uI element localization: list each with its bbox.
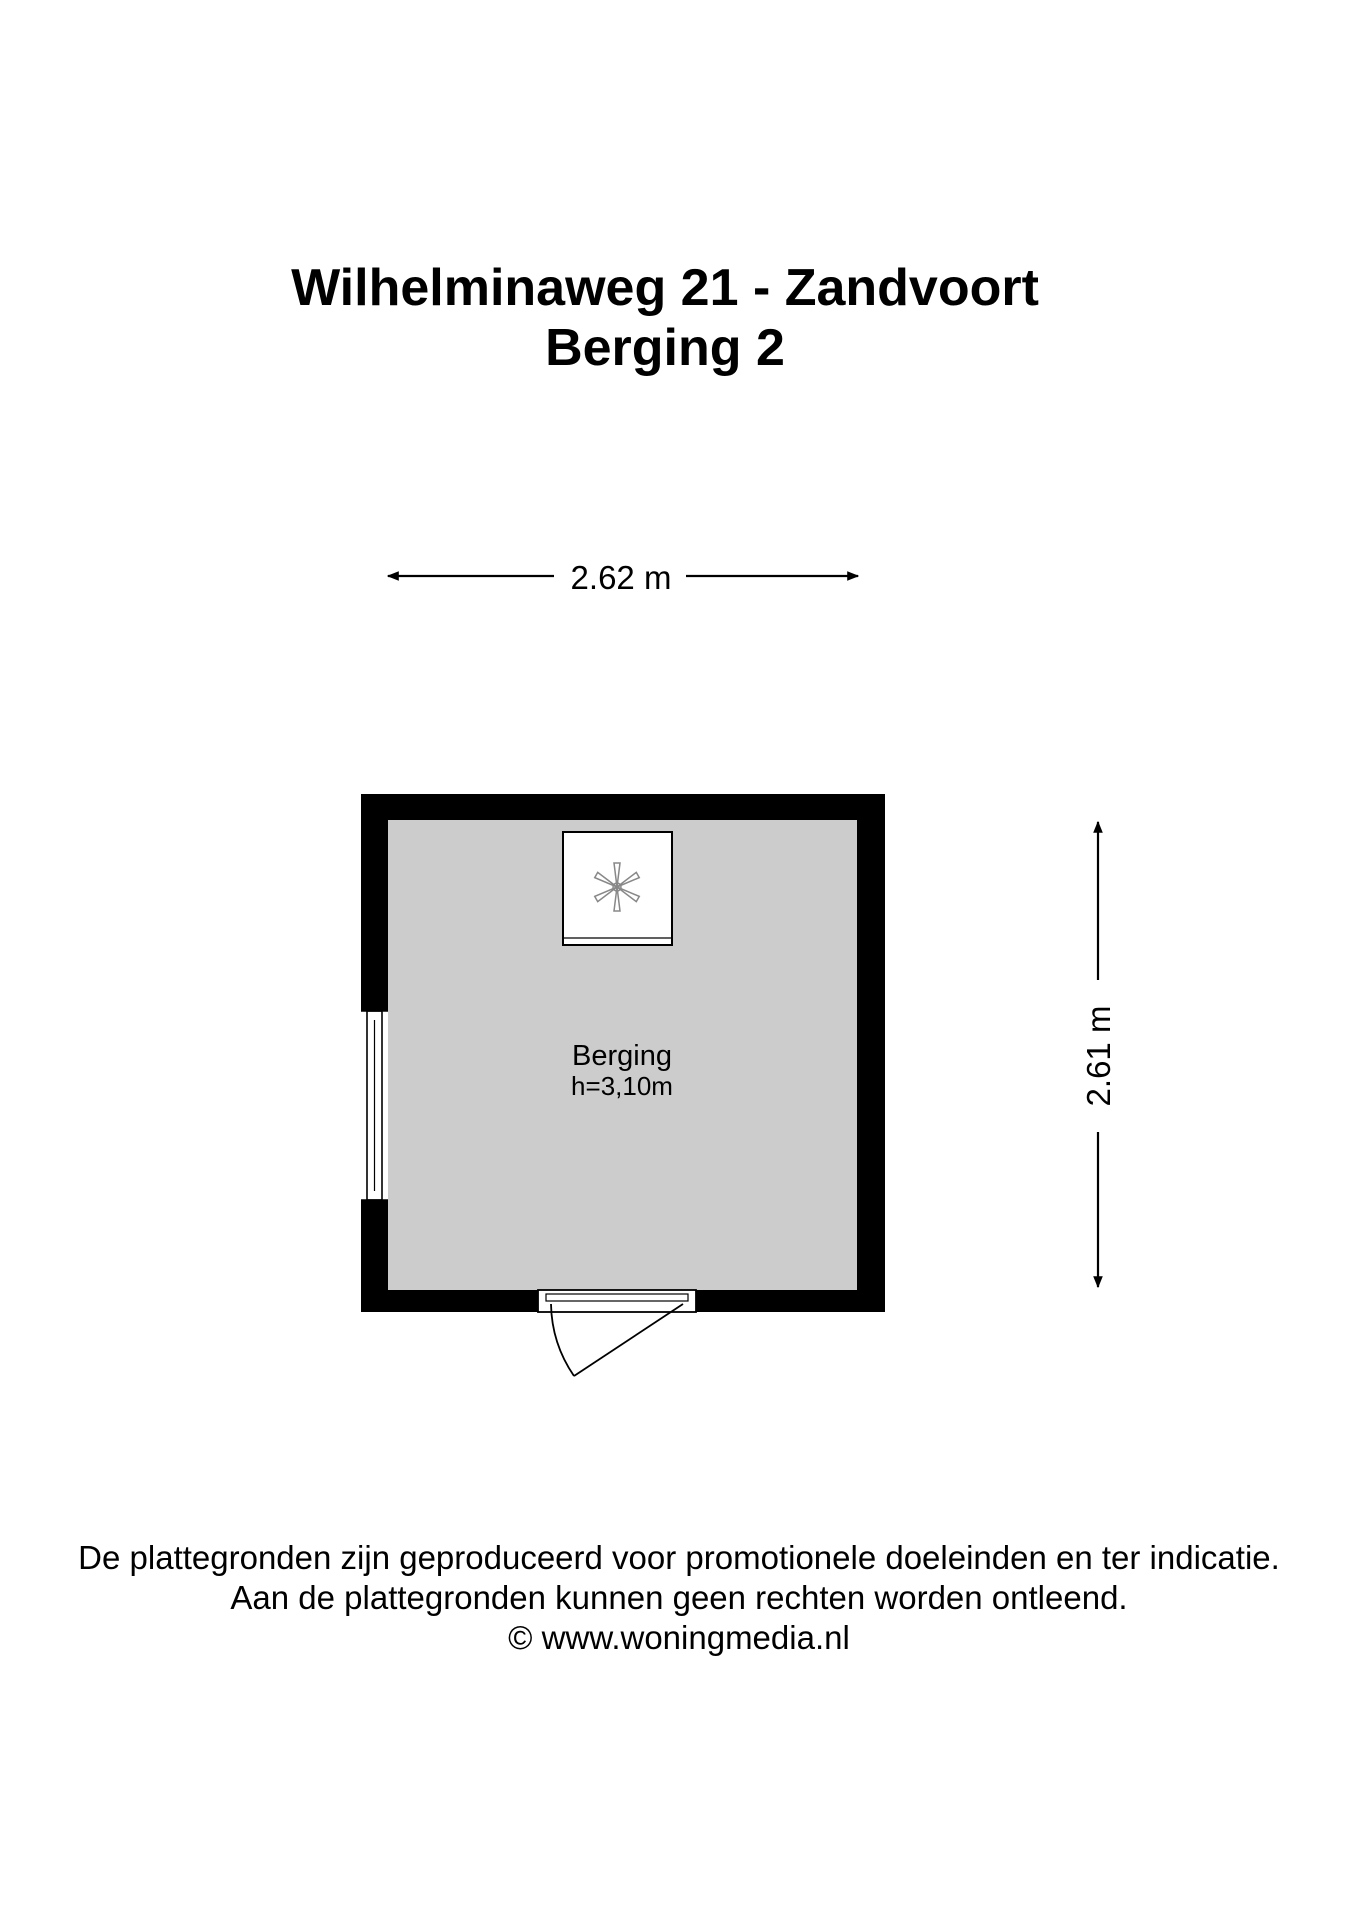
depth-dimension-label: 2.61 m [1080, 1005, 1117, 1107]
width-dimension [388, 559, 858, 596]
disclaimer-line-2: Aan de plattegronden kunnen geen rechten worden ontleend. [230, 1579, 1128, 1616]
depth-dimension [1080, 822, 1117, 1287]
disclaimer-line-1: De plattegronden zijn geproduceerd voor promotionele doeleinden en ter indicatie. [78, 1539, 1280, 1576]
door-leaf [574, 1304, 683, 1376]
door-swing-arc [551, 1304, 574, 1376]
width-dimension-label: 2.62 m [570, 559, 672, 596]
room-height: h=3,10m [571, 1071, 673, 1101]
plan-subtitle: Berging 2 [545, 319, 785, 377]
door [538, 1290, 696, 1376]
room-name: Berging [572, 1040, 672, 1072]
copyright-notice: © www.woningmedia.nl [508, 1619, 850, 1656]
skylight-fan-icon [563, 832, 672, 945]
plan-title: Wilhelminaweg 21 - Zandvoort [291, 259, 1039, 317]
window [361, 1011, 388, 1200]
